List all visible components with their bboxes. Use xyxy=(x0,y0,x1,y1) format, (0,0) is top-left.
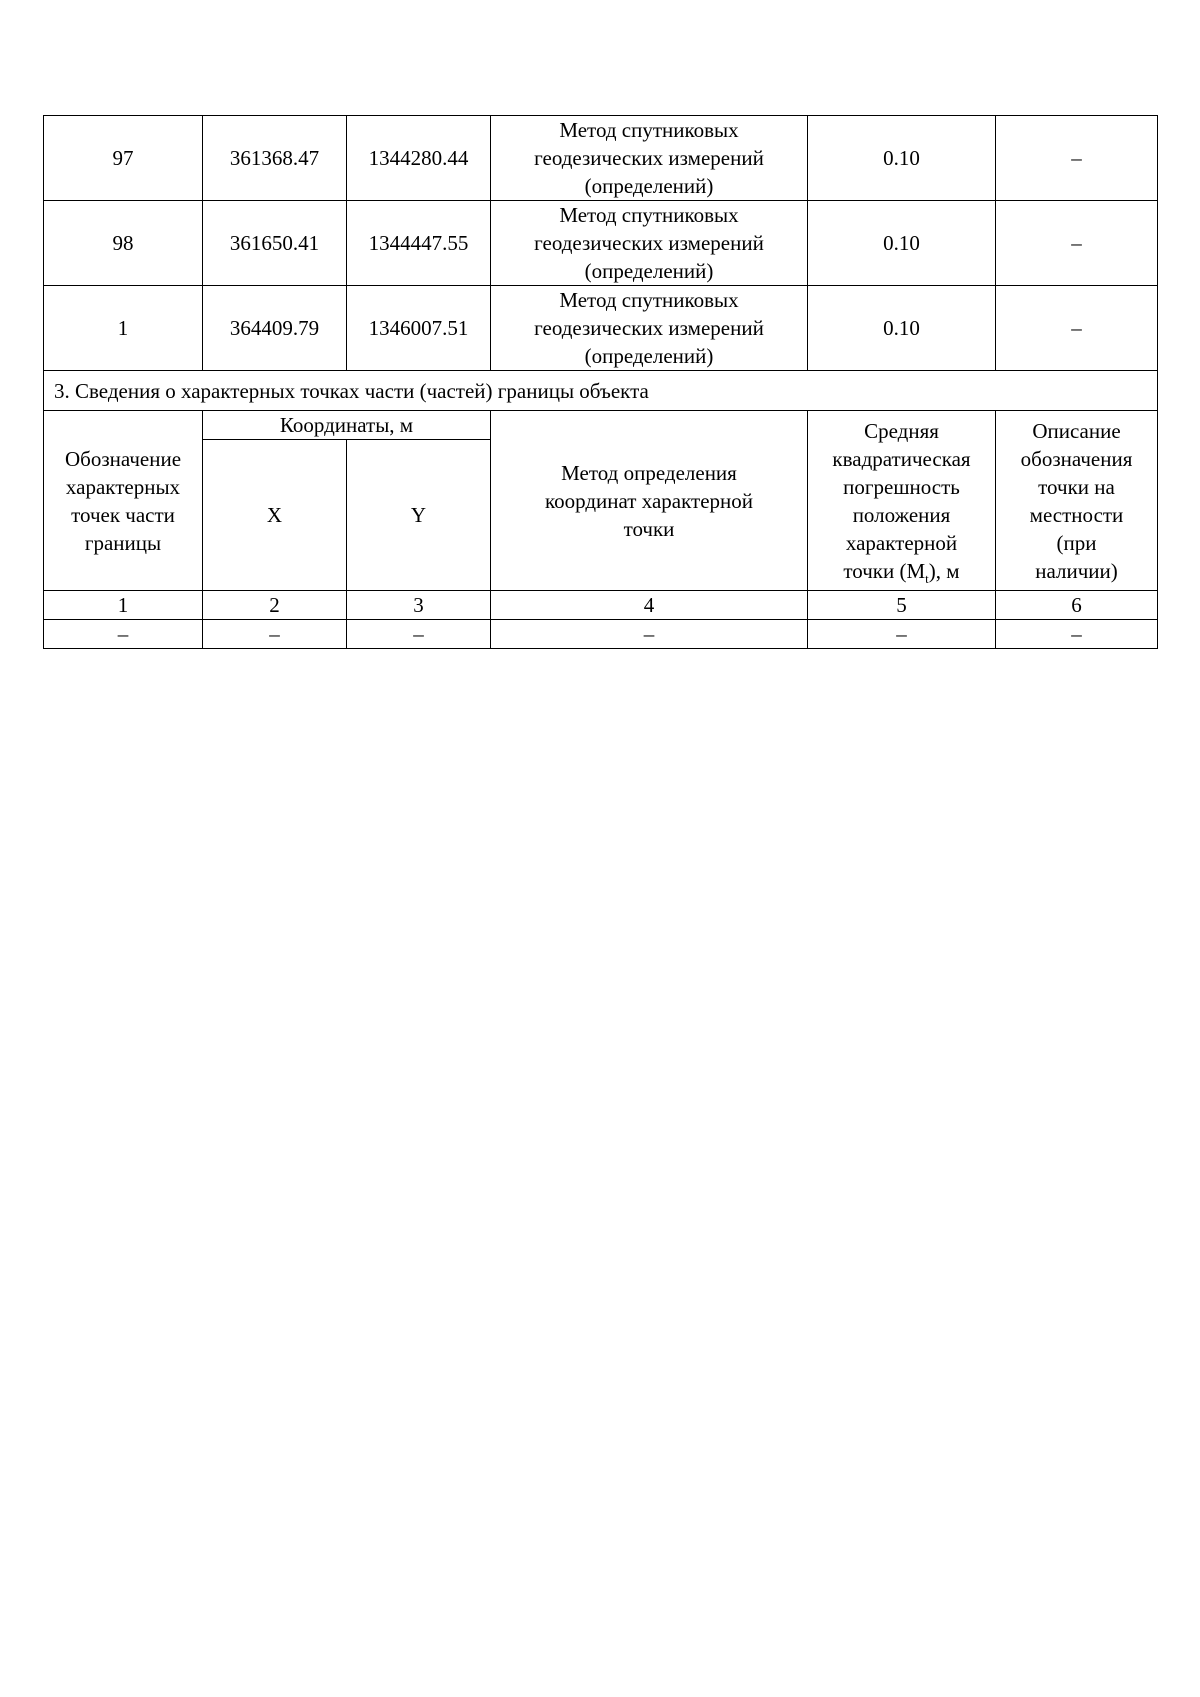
point-id: 98 xyxy=(44,201,203,286)
section-title: 3. Сведения о характерных точках части (частей) границы объекта xyxy=(44,371,1158,411)
empty-cell: – xyxy=(203,620,347,649)
header-designation: Обозначение характерных точек части границы xyxy=(44,411,203,591)
empty-cell: – xyxy=(808,620,996,649)
column-number: 4 xyxy=(491,591,808,620)
point-error: 0.10 xyxy=(808,116,996,201)
point-error: 0.10 xyxy=(808,286,996,371)
point-method: Метод спутниковых геодезических измерений (определений) xyxy=(491,201,808,286)
column-number: 2 xyxy=(203,591,347,620)
header-description: Описание обозначения точки на местности (при наличии) xyxy=(996,411,1158,591)
table-row xyxy=(44,116,1158,201)
point-method: Метод спутниковых геодезических измерений (определений) xyxy=(491,286,808,371)
empty-cell: – xyxy=(347,620,491,649)
header-error xyxy=(808,411,996,591)
column-number: 5 xyxy=(808,591,996,620)
point-y: 1344280.44 xyxy=(347,116,491,201)
column-number: 6 xyxy=(996,591,1158,620)
table-row xyxy=(44,201,1158,286)
point-error: 0.10 xyxy=(808,201,996,286)
header-y: Y xyxy=(347,440,491,591)
point-id: 1 xyxy=(44,286,203,371)
table-row xyxy=(44,620,1158,649)
header-error-main: Средняя квадратическая погрешность положения характерной точки (M xyxy=(832,418,971,583)
empty-cell: – xyxy=(491,620,808,649)
header-error-tail: ), м xyxy=(928,558,960,583)
point-x: 361368.47 xyxy=(203,116,347,201)
point-y: 1346007.51 xyxy=(347,286,491,371)
point-description: – xyxy=(996,201,1158,286)
table-row xyxy=(44,286,1158,371)
point-id: 97 xyxy=(44,116,203,201)
point-method: Метод спутниковых геодезических измерений (определений) xyxy=(491,116,808,201)
header-error-sub: t xyxy=(925,570,929,586)
section-title-row xyxy=(44,371,1158,411)
point-description: – xyxy=(996,286,1158,371)
point-x: 361650.41 xyxy=(203,201,347,286)
empty-cell: – xyxy=(996,620,1158,649)
header-coordinates: Координаты, м xyxy=(203,411,491,440)
header-x: X xyxy=(203,440,347,591)
header-method: Метод определения координат характерной точки xyxy=(491,411,808,591)
boundary-points-table xyxy=(43,115,1158,649)
column-number: 1 xyxy=(44,591,203,620)
header-row xyxy=(44,411,1158,440)
point-x: 364409.79 xyxy=(203,286,347,371)
column-number: 3 xyxy=(347,591,491,620)
column-numbers-row xyxy=(44,591,1158,620)
point-y: 1344447.55 xyxy=(347,201,491,286)
point-description: – xyxy=(996,116,1158,201)
empty-cell: – xyxy=(44,620,203,649)
